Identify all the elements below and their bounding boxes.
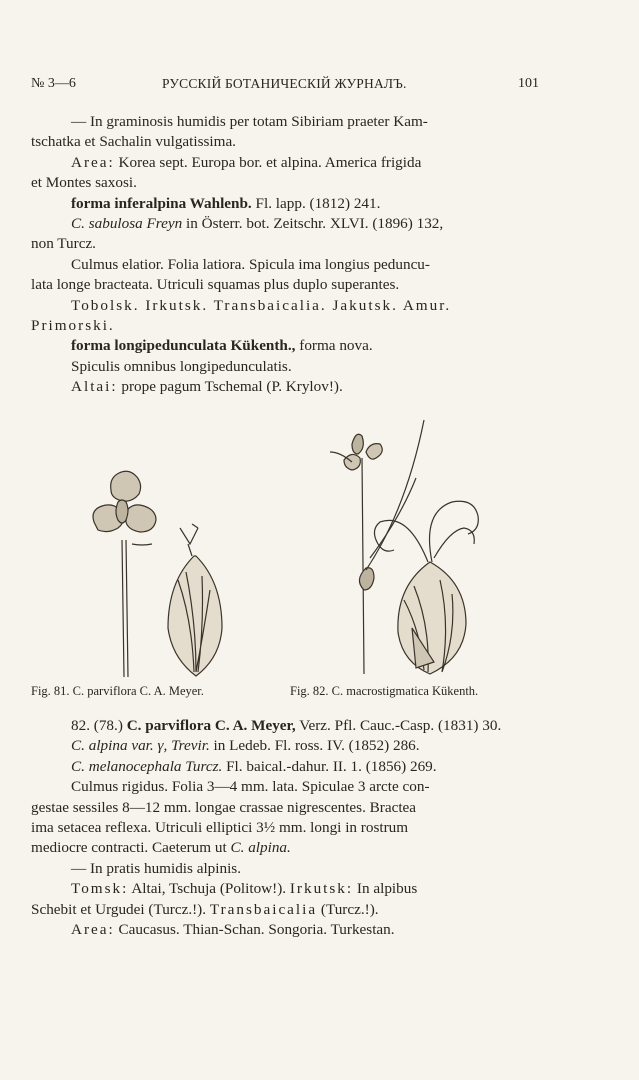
fig-81-utricle-illustration [168,524,222,676]
synonym-name: C. alpina var. γ, Trevir. [71,737,210,755]
locality-label: Altai: [71,378,118,396]
locality-text: Altai, Tschuja (Politow!). [131,880,287,898]
comparison-species: C. alpina. [230,839,291,857]
running-header [31,76,539,98]
synonym-name: C. sabulosa Freyn [71,214,183,232]
species-ref: Verz. Pfl. Cauc.-Casp. (1831) 30. [299,717,502,734]
text-line: non Turcz. [31,235,96,253]
page-number: 101 [518,76,539,91]
text-line: tschatka et Sachalin vulgatissima. [31,133,236,151]
forma-name: forma longipedunculata Kükenth., [71,337,296,355]
species-name: C. parviflora C. A. Meyer, [126,717,296,734]
text-line: — In pratis humidis alpinis. [71,859,242,877]
synonym-name: C. melanocephala Turcz. [71,757,223,775]
area-text: Caucasus. Thian-Schan. Songoria. Turkestan. [118,920,395,938]
locality-text: prope pagum Tschemal (P. Krylov!). [121,378,343,396]
fig-81-spike-illustration [93,471,156,677]
text-line: Culmus elatior. Folia latiora. Spicula ima longius peduncu- [71,255,430,273]
forma-ref: Fl. lapp. (1812) 241. [255,194,381,212]
text-line [31,214,541,234]
text-line: ima setacea reflexa. Utriculi elliptici 3½ mm. longi in rostrum [31,818,409,836]
text-line [31,736,541,756]
text-line [31,153,541,173]
locality-text: (Turcz.!). [320,900,379,918]
text-line: — In graminosis humidis per totam Sibiriam praeter Kam- [71,113,428,130]
text-line [31,194,541,214]
text-line: Spiculis omnibus longipedunculatis. [71,357,292,375]
locality-label: Transbaicalia [209,900,318,918]
species-number: 82. (78.) [71,717,123,734]
text-line [31,838,541,858]
species-82-block [31,716,541,940]
botanical-illustrations [0,400,639,700]
figure-82-caption: Fig. 82. C. macrostigmatica Kükenth. [290,684,479,698]
journal-title: РУССКІЙ БОТАНИЧЕСКІЙ ЖУРНАЛЪ. [162,76,407,91]
area-text: Korea sept. Europa bor. et alpina. America frigida [118,153,422,171]
text-line [31,879,541,899]
text-line: Culmus rigidus. Folia 3—4 mm. lata. Spiculae 3 arcte con- [71,778,430,796]
text-line [31,336,541,356]
issue-number: № 3—6 [31,76,76,91]
forma-note: forma nova. [299,337,373,355]
locality-text: In alpibus [356,880,418,898]
locality-text: Schebit et Urgudei (Turcz.!). [31,900,207,918]
description-text: mediocre contracti. Caeterum ut [31,839,227,857]
text-line [31,377,541,397]
synonym-ref: in Österr. bot. Zeitschr. XLVI. (1896) 132, [186,214,444,232]
area-label: Area: [71,920,115,938]
text-line: Primorski. [31,316,115,334]
forma-name: forma inferalpina Wahlenb. [71,194,252,212]
locality-label: Irkutsk: [289,880,354,898]
area-label: Area: [71,153,115,171]
synonym-ref: Fl. baical.-dahur. II. 1. (1856) 269. [226,757,437,775]
figure-81-caption: Fig. 81. C. parviflora C. A. Meyer. [31,684,204,698]
text-line: et Montes saxosi. [31,174,137,192]
text-line [31,716,541,736]
text-line: gestae sessiles 8—12 mm. longae crassae nigrescentes. Bractea [31,798,417,816]
text-line: Tobolsk. Irkutsk. Transbaicalia. Jakutsk. Amur. [71,296,452,314]
text-line [31,920,541,940]
locality-label: Tomsk: [71,880,129,898]
text-line [31,900,541,920]
text-line: lata longe bracteata. Utriculi squamas plus duplo superantes. [31,276,400,294]
text-line [31,757,541,777]
top-text-block [31,112,541,397]
synonym-ref: in Ledeb. Fl. ross. IV. (1852) 286. [213,737,420,755]
